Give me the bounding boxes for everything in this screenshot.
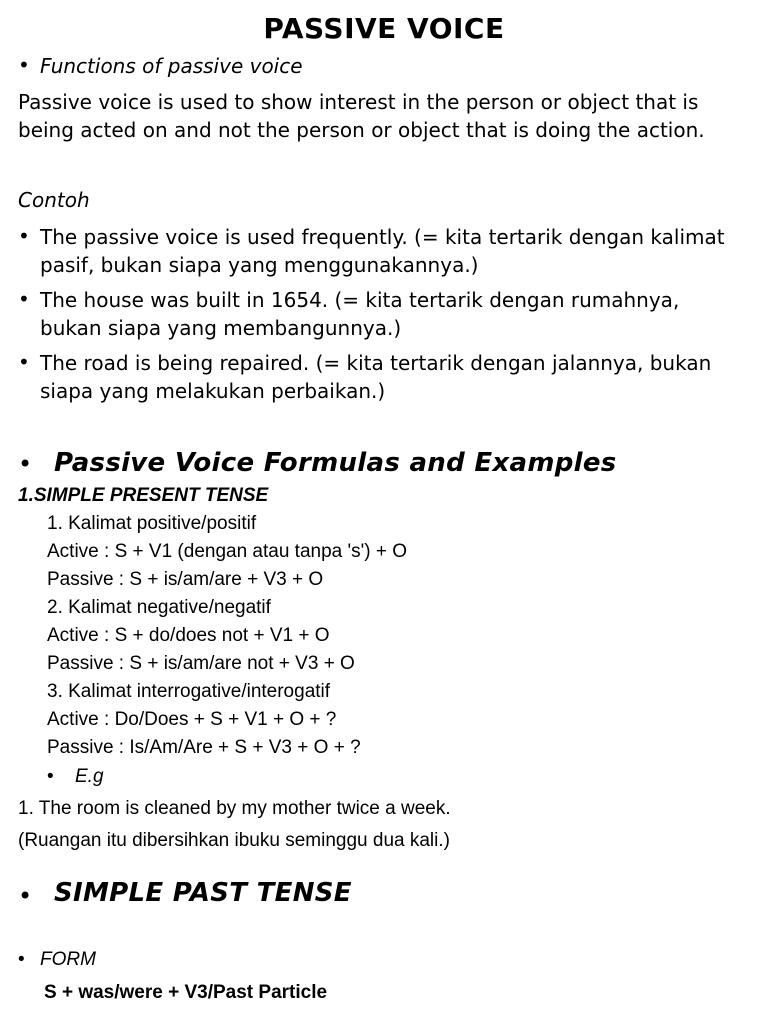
formula-line: Passive : S + is/am/are not + V3 + O	[47, 653, 355, 674]
bullet: •	[47, 766, 54, 787]
functions-heading: Functions of passive voice	[40, 54, 303, 78]
formula-line: Active : Do/Does + S + V1 + O + ?	[47, 709, 337, 730]
contoh-label: Contoh	[18, 188, 90, 212]
example-sentence: 1. The room is cleaned by my mother twice a week.	[18, 798, 451, 819]
eg-label: E.g	[75, 766, 104, 787]
bullet: •	[18, 450, 33, 478]
example-item: The house was built in 1654. (= kita tertarik dengan rumahnya, bukan siapa yang membangunnya.)	[40, 288, 680, 340]
bullet: •	[18, 287, 30, 311]
bullet: •	[18, 882, 33, 910]
bullet: •	[18, 224, 30, 248]
simple-past-heading: SIMPLE PAST TENSE	[54, 878, 352, 908]
bullet: •	[18, 949, 25, 970]
formula-line: 2. Kalimat negative/negatif	[47, 597, 271, 618]
formulas-heading: Passive Voice Formulas and Examples	[54, 448, 617, 478]
example-translation: (Ruangan itu dibersihkan ibuku seminggu dua kali.)	[18, 830, 450, 851]
form-formula: S + was/were + V3/Past Particle	[44, 982, 328, 1003]
simple-present-heading: 1.SIMPLE PRESENT TENSE	[18, 485, 269, 506]
formula-line: Passive : S + is/am/are + V3 + O	[47, 569, 324, 590]
formula-line: Passive : Is/Am/Are + S + V3 + O + ?	[47, 737, 361, 758]
formula-line: 3. Kalimat interrogative/interogatif	[47, 681, 331, 702]
functions-paragraph: Passive voice is used to show interest in the person or object that is being acted on and not the person or object that is doing the action.	[18, 90, 705, 142]
bullet: •	[18, 350, 30, 374]
formula-line: 1. Kalimat positive/positif	[47, 513, 257, 534]
form-label: FORM	[40, 949, 96, 970]
example-item: The passive voice is used frequently. (= kita tertarik dengan kalimat pasif, bukan siapa yang menggunakannya.)	[40, 225, 725, 277]
example-item: The road is being repaired. (= kita tertarik dengan jalannya, bukan siapa yang melakukan perbaikan.)	[40, 351, 712, 403]
bullet: •	[18, 53, 30, 77]
page-title: PASSIVE VOICE	[263, 12, 505, 45]
formula-line: Active : S + V1 (dengan atau tanpa 's') + O	[47, 541, 408, 562]
formula-line: Active : S + do/does not + V1 + O	[47, 625, 330, 646]
